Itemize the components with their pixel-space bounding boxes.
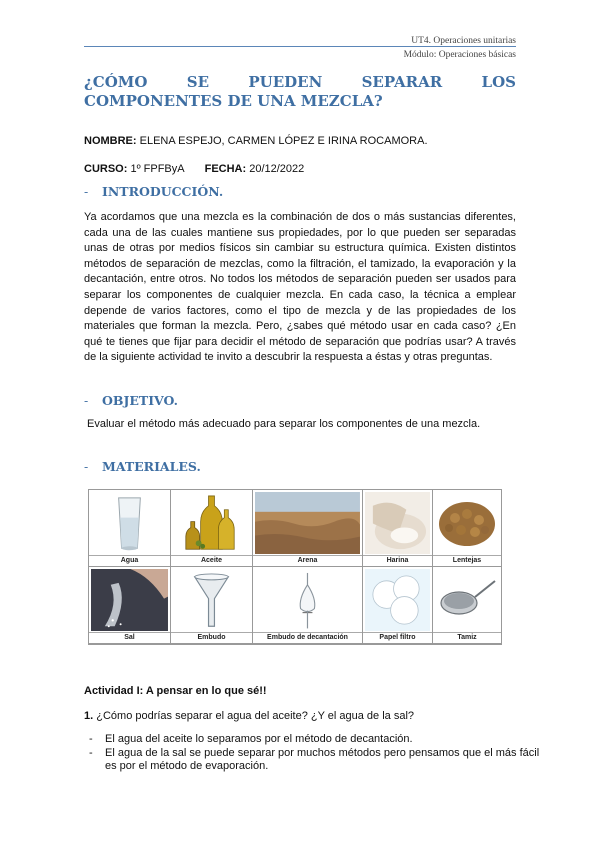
curso-value: 1º FPFByA <box>127 163 185 175</box>
section-objetivo-title: OBJETIVO. <box>102 393 179 408</box>
section-introduccion: - INTRODUCCIÓN. <box>84 184 224 199</box>
flour-icon <box>365 492 430 554</box>
nombre-value: ELENA ESPEJO, CARMEN LÓPEZ E IRINA ROCAMORA. <box>136 135 428 147</box>
answers-list <box>84 733 544 774</box>
material-tamiz <box>433 567 501 644</box>
curso-fecha-line <box>84 162 304 176</box>
material-label: Embudo de decantación <box>253 632 362 643</box>
sand-icon <box>255 492 360 554</box>
curso-label: CURSO: <box>84 163 128 175</box>
material-embudo-decantacion <box>253 567 363 644</box>
section-objetivo: - OBJETIVO. <box>84 393 179 408</box>
material-label: Agua <box>89 555 170 566</box>
separatory-funnel-icon <box>255 569 360 631</box>
header-divider <box>84 46 516 47</box>
header-module: Módulo: Operaciones básicas <box>403 50 516 60</box>
material-label: Tamiz <box>433 632 501 643</box>
material-embudo <box>171 567 253 644</box>
material-label: Embudo <box>171 632 252 643</box>
material-harina <box>363 490 433 567</box>
page-title: ¿CÓMO SE PUEDEN SEPARAR LOS COMPONENTES DE UNA MEZCLA? <box>84 73 516 110</box>
lentils-icon <box>435 492 499 555</box>
objetivo-paragraph: Evaluar el método más adecuado para separar los componentes de una mezcla. <box>87 418 481 430</box>
nombre-line <box>84 134 428 148</box>
material-lentejas <box>433 490 501 567</box>
fecha-value: 20/12/2022 <box>246 163 305 175</box>
answer-item: - El agua de la sal se puede separar por muchos métodos pero pensamos que el más fácil es por el método de evaporación. <box>84 747 544 774</box>
question-1 <box>84 709 414 723</box>
fecha-label: FECHA: <box>204 163 247 175</box>
activity-title: Actividad I: A pensar en lo que sé!! <box>84 685 267 697</box>
oil-bottles-icon <box>173 492 250 554</box>
answer-item: - El agua del aceite lo separamos por el método de decantación. <box>84 733 544 747</box>
sieve-icon <box>435 569 499 632</box>
intro-paragraph: Ya acordamos que una mezcla es la combinación de dos o más sustancias diferentes, cada una de las cuales mantiene sus propiedades, por lo que pueden ser separadas unas de otras por medios físicos sin cambiar su estructura química. Existen distintos métodos de separación de mezclas, como la filtración, el tamizado, la evaporación y la decantación, entre otros. No todos los métodos de separación pueden ser usados para separar los componentes de cualquier mezcla. En cada caso, la técnica a emplear depende de varios factores, como el tipo de mezcla y de las propiedades de los materiales que forman la mezcla. Pero, ¿sabes qué método usar en cada caso? ¿En qué te tienes que fijar para decidir el método de separación que podrías usar? A través de la siguiente actividad te invito a descubrir la respuesta a éstas y otras preguntas. <box>84 211 516 364</box>
question-number: 1. <box>84 710 94 722</box>
material-label: Lentejas <box>433 555 501 566</box>
salt-icon <box>91 569 168 631</box>
material-label: Arena <box>253 555 362 566</box>
header-unit: UT4. Operaciones unitarias <box>411 36 516 46</box>
material-papel-filtro <box>363 567 433 644</box>
material-label: Papel filtro <box>363 632 432 643</box>
filter-paper-icon <box>365 569 430 631</box>
funnel-icon <box>173 569 250 631</box>
section-materiales-title: MATERIALES. <box>102 459 201 474</box>
section-introduccion-title: INTRODUCCIÓN. <box>102 184 224 199</box>
water-glass-icon <box>91 492 168 554</box>
section-materiales: - MATERIALES. <box>84 459 201 474</box>
question-text: ¿Cómo podrías separar el agua del aceite? ¿Y el agua de la sal? <box>93 710 415 722</box>
material-sal <box>89 567 171 644</box>
material-arena <box>253 490 363 567</box>
nombre-label: NOMBRE: <box>84 135 137 147</box>
materials-grid <box>88 489 502 645</box>
material-label: Sal <box>89 632 170 643</box>
material-aceite <box>171 490 253 567</box>
material-label: Aceite <box>171 555 252 566</box>
material-agua <box>89 490 171 567</box>
material-label: Harina <box>363 555 432 566</box>
